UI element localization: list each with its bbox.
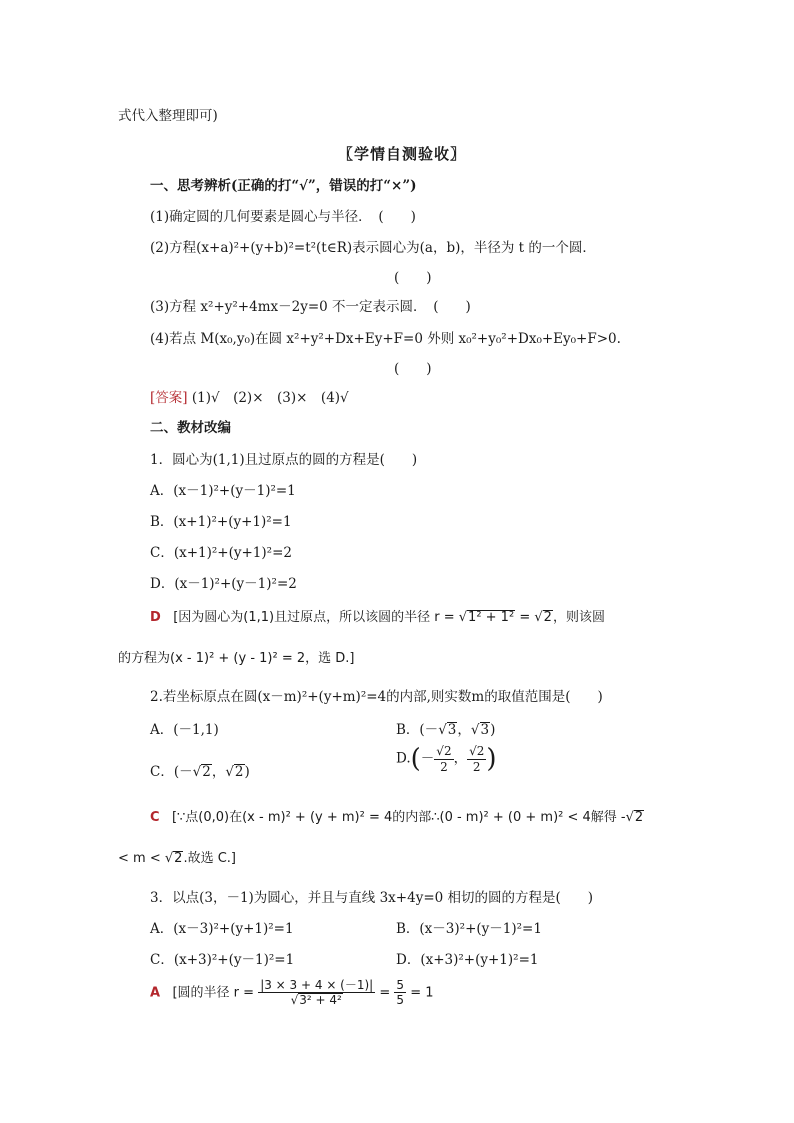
problem-3-fraction-den bbox=[258, 993, 375, 1007]
right-paren-icon: ) bbox=[486, 744, 497, 774]
left-paren-icon: ( bbox=[410, 744, 421, 774]
question-4-paren: ( ) bbox=[394, 361, 432, 377]
problem-3-stem: 3．以点(3，－1)为圆心，并且与直线 3x+4y=0 相切的圆的方程是( ) bbox=[150, 890, 594, 906]
sqrt-icon: √ bbox=[164, 851, 174, 866]
problem-2-option-d-frac-1 bbox=[434, 744, 453, 774]
problem-2-solution bbox=[150, 806, 644, 825]
bracket-left-icon: 〖 bbox=[338, 145, 355, 163]
problem-1-radicand-2: 2 bbox=[543, 610, 552, 625]
problem-2-option-b bbox=[396, 718, 495, 738]
problem-2-solution-line2-b: .故选 C.] bbox=[183, 851, 236, 866]
problem-1-solution-line2: 的方程为(x - 1)² + (y - 1)² = 2，选 D.] bbox=[118, 651, 355, 666]
problem-1-radicand: 1² + 1² bbox=[468, 610, 515, 625]
problem-2-option-c-suffix: ) bbox=[244, 764, 250, 780]
sqrt-icon: √ bbox=[192, 764, 202, 780]
sqrt-icon: √ bbox=[225, 764, 234, 780]
problem-1-option-d: D．(x－1)²+(y－1)²=2 bbox=[150, 576, 297, 592]
problem-1-answer-letter: D bbox=[150, 610, 161, 625]
problem-2-option-d-den-1: 2 bbox=[440, 759, 448, 774]
sqrt-icon: √ bbox=[458, 610, 468, 625]
problem-2-option-c-sep: ， bbox=[211, 764, 226, 780]
problem-2-option-b-radicand: 3 bbox=[447, 722, 457, 738]
bracket-right-icon: 〗 bbox=[450, 145, 467, 163]
problem-3-answer-letter: A bbox=[150, 985, 161, 1001]
problem-2-solution-line2 bbox=[118, 847, 236, 866]
problem-2-solution-line2-a: < m < bbox=[118, 851, 161, 866]
sqrt-icon: √ bbox=[290, 993, 299, 1008]
problem-1-solution bbox=[150, 606, 605, 625]
problem-3-fraction-radicand: 3² + 4² bbox=[299, 993, 342, 1008]
problem-1-equals: = bbox=[519, 610, 531, 625]
problem-3-option-c: C．(x+3)²+(y－1)²=1 bbox=[150, 952, 295, 968]
problem-3-fraction-2-den: 5 bbox=[396, 993, 405, 1008]
problem-2-option-d-prefix: D. bbox=[396, 750, 411, 767]
problem-2-option-c-radicand: 2 bbox=[202, 764, 211, 780]
problem-3-fraction-2-num: 5 bbox=[396, 978, 405, 992]
problem-2-option-c-prefix: C．(－ bbox=[150, 764, 193, 780]
part2-heading: 二、教材改编 bbox=[150, 420, 231, 436]
problem-2-option-c bbox=[150, 760, 250, 780]
problem-2-option-b-radicand-2: 3 bbox=[480, 722, 490, 738]
question-3: (3)方程 x²+y²+4mx－2y=0 不一定表示圆． ( ) bbox=[150, 299, 471, 315]
problem-2-option-a: A．(－1,1) bbox=[150, 722, 219, 738]
problem-3-fraction-num: |3 × 3 + 4 × (－1)| bbox=[260, 978, 374, 992]
problem-3-option-a: A．(x－3)²+(y+1)²=1 bbox=[150, 921, 294, 937]
problem-2-option-b-prefix: B．(－ bbox=[396, 722, 439, 738]
sqrt-icon: √ bbox=[625, 810, 634, 825]
problem-2-solution-line2-radicand: 2 bbox=[174, 851, 183, 866]
problem-2-solution-radicand: 2 bbox=[634, 810, 644, 825]
problem-1-option-a: A．(x－1)²+(y－1)²=1 bbox=[150, 483, 296, 499]
problem-1-option-c: C．(x+1)²+(y+1)²=2 bbox=[150, 545, 292, 561]
part1-heading: 一、思考辨析(正确的打“√”，错误的打“×”) bbox=[150, 178, 417, 194]
answer-text: (1)√ (2)× (3)× (4)√ bbox=[191, 390, 349, 406]
section-title bbox=[338, 143, 466, 164]
problem-1-option-b: B．(x+1)²+(y+1)²=1 bbox=[150, 514, 292, 530]
question-1: (1)确定圆的几何要素是圆心与半径． ( ) bbox=[150, 209, 416, 225]
problem-2-solution-text: [∵点(0,0)在(x - m)² + (y + m)² = 4的内部∴(0 - m)² + (0 + m)² < 4解得 - bbox=[171, 810, 626, 825]
problem-2-answer-letter: C bbox=[150, 810, 160, 825]
problem-3-equals: = bbox=[379, 985, 391, 1001]
problem-1-solution-tail: ，则该圆 bbox=[552, 610, 605, 625]
problem-3-result: = 1 bbox=[410, 985, 434, 1001]
problem-3-solution-text: [圆的半径 r = bbox=[172, 985, 255, 1001]
problem-2-stem: 2.若坐标原点在圆(x－m)²+(y+m)²=4的内部,则实数m的取值范围是( ) bbox=[150, 689, 603, 705]
problem-2-option-d-frac-2 bbox=[467, 744, 486, 774]
problem-2-option-b-suffix: ) bbox=[490, 722, 496, 738]
sqrt-icon: √ bbox=[470, 722, 480, 738]
sqrt-icon: √ bbox=[534, 610, 543, 625]
problem-2-option-d-den-2: 2 bbox=[472, 759, 481, 774]
question-2: (2)方程(x+a)²+(y+b)²=t²(t∈R)表示圆心为(a，b)，半径为 t 的一个圆． bbox=[150, 240, 596, 256]
problem-2-option-d: D.(－ $\frac{√2}{2}$ ， $\frac{√2}{2}$ ) bbox=[396, 744, 497, 774]
sqrt-icon: √ bbox=[438, 722, 447, 738]
section-title-text: 学情自测验收 bbox=[354, 145, 451, 163]
problem-1-solution-text: [因为圆心为(1,1)且过原点，所以该圆的半径 r = bbox=[173, 610, 455, 625]
question-2-paren: ( ) bbox=[394, 270, 432, 286]
problem-3-fraction bbox=[258, 978, 375, 1008]
answer-label: [答案] bbox=[150, 390, 188, 406]
problem-2-option-d-num-1: √2 bbox=[436, 744, 452, 759]
problem-3-fraction-2 bbox=[394, 978, 406, 1008]
problem-2-option-d-num-2: √2 bbox=[469, 744, 485, 759]
top-line: 式代入整理即可) bbox=[118, 108, 218, 124]
problem-2-option-c-radicand-2: 2 bbox=[234, 764, 244, 780]
problem-3-option-b: B．(x－3)²+(y－1)²=1 bbox=[396, 921, 542, 937]
problem-3-solution bbox=[150, 978, 434, 1008]
problem-1-stem: 1．圆心为(1,1)且过原点的圆的方程是( ) bbox=[150, 452, 418, 468]
answer-line bbox=[150, 386, 349, 406]
problem-3-option-d: D．(x+3)²+(y+1)²=1 bbox=[396, 952, 539, 968]
question-4: (4)若点 M(x₀,y₀)在圆 x²+y²+Dx+Ey+F=0 外则 x₀²+y₀²+Dx₀+Ey₀+F>0. bbox=[150, 331, 621, 347]
problem-2-option-b-sep: ， bbox=[457, 722, 471, 738]
